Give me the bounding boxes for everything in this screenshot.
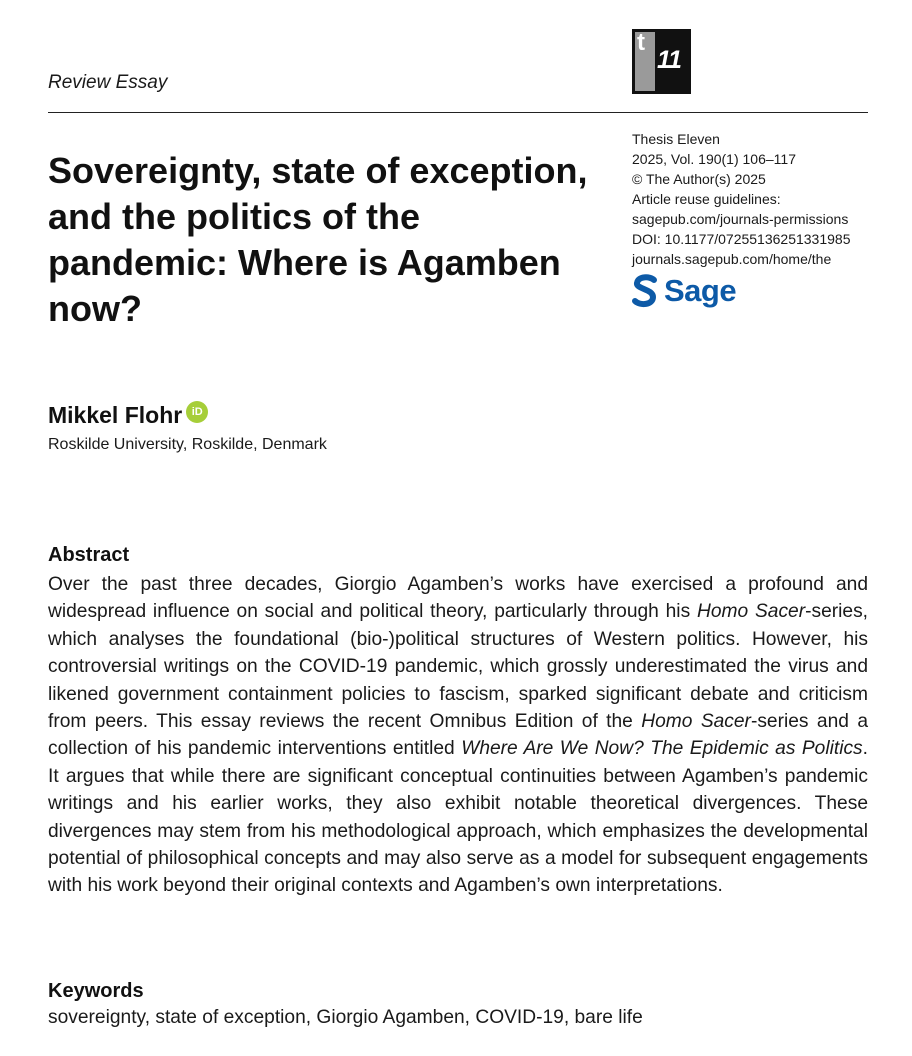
keywords-heading: Keywords xyxy=(48,980,144,1002)
header-divider xyxy=(48,112,868,113)
volume-info: 2025, Vol. 190(1) 106–117 xyxy=(632,151,796,167)
article-metadata xyxy=(632,129,892,269)
abstract-heading: Abstract xyxy=(48,544,130,566)
journal-logo-letter: t xyxy=(637,29,645,56)
author-name: Mikkel Flohr xyxy=(48,402,183,428)
abstract-text: -series, which analyses the foundational (bio-)political structures of Western politics. However, his controversial writings on the COVID-19 pandemic, which grossly underestimated the virus and likened government containment policies to fascism, sparked significant debate and criticism from peers. This essay reviews the recent Omnibus Edition of the xyxy=(48,601,868,733)
doi[interactable]: DOI: 10.1177/07255136251331985 xyxy=(632,231,851,247)
article-title: Sovereignty, state of exception, and the politics of the pandemic: Where is Agamben now? xyxy=(48,150,588,329)
abstract-text: -series and a collection of his pandemic interventions entitled xyxy=(48,711,869,760)
abstract-text: . It argues that while there are significant conceptual continuities between Agamben’s pandemic writings and his earlier works, they also exhibit notable theoretical divergences. These divergences may stem from his methodological approach, which emphasizes the developmental potential of philosophical concepts and may also serve as a model for subsequent engagements with his work beyond their original contexts and Agamben’s own interpretations. xyxy=(48,738,868,897)
abstract-body xyxy=(48,571,868,900)
keywords-list: sovereignty, state of exception, Giorgio Agamben, COVID-19, bare life xyxy=(48,1007,643,1028)
journal-logo xyxy=(632,29,691,94)
section-label: Review Essay xyxy=(48,72,168,93)
abstract-text: Over the past three decades, Giorgio Agamben’s works have exercised a profound and widespread influence on social and political theory, particularly through his xyxy=(48,574,868,623)
orcid-icon[interactable]: iD xyxy=(186,401,208,423)
abstract-italic: Homo Sacer xyxy=(696,601,806,623)
journal-logo-number: 11 xyxy=(657,46,681,74)
abstract-italic: Homo Sacer xyxy=(641,711,751,733)
permissions-link[interactable]: sagepub.com/journals-permissions xyxy=(632,211,849,227)
journal-name: Thesis Eleven xyxy=(632,131,720,147)
author-affiliation: Roskilde University, Roskilde, Denmark xyxy=(48,436,327,453)
sage-wordmark: Sage xyxy=(664,273,737,308)
abstract-italic: Where Are We Now? The Epidemic as Politics xyxy=(461,738,863,760)
copyright: © The Author(s) 2025 xyxy=(632,171,766,187)
journal-homepage-link[interactable]: journals.sagepub.com/home/the xyxy=(632,251,832,267)
reuse-label: Article reuse guidelines: xyxy=(632,191,781,207)
author xyxy=(48,402,208,429)
sage-s-icon xyxy=(632,274,658,308)
publisher-logo xyxy=(632,272,736,310)
